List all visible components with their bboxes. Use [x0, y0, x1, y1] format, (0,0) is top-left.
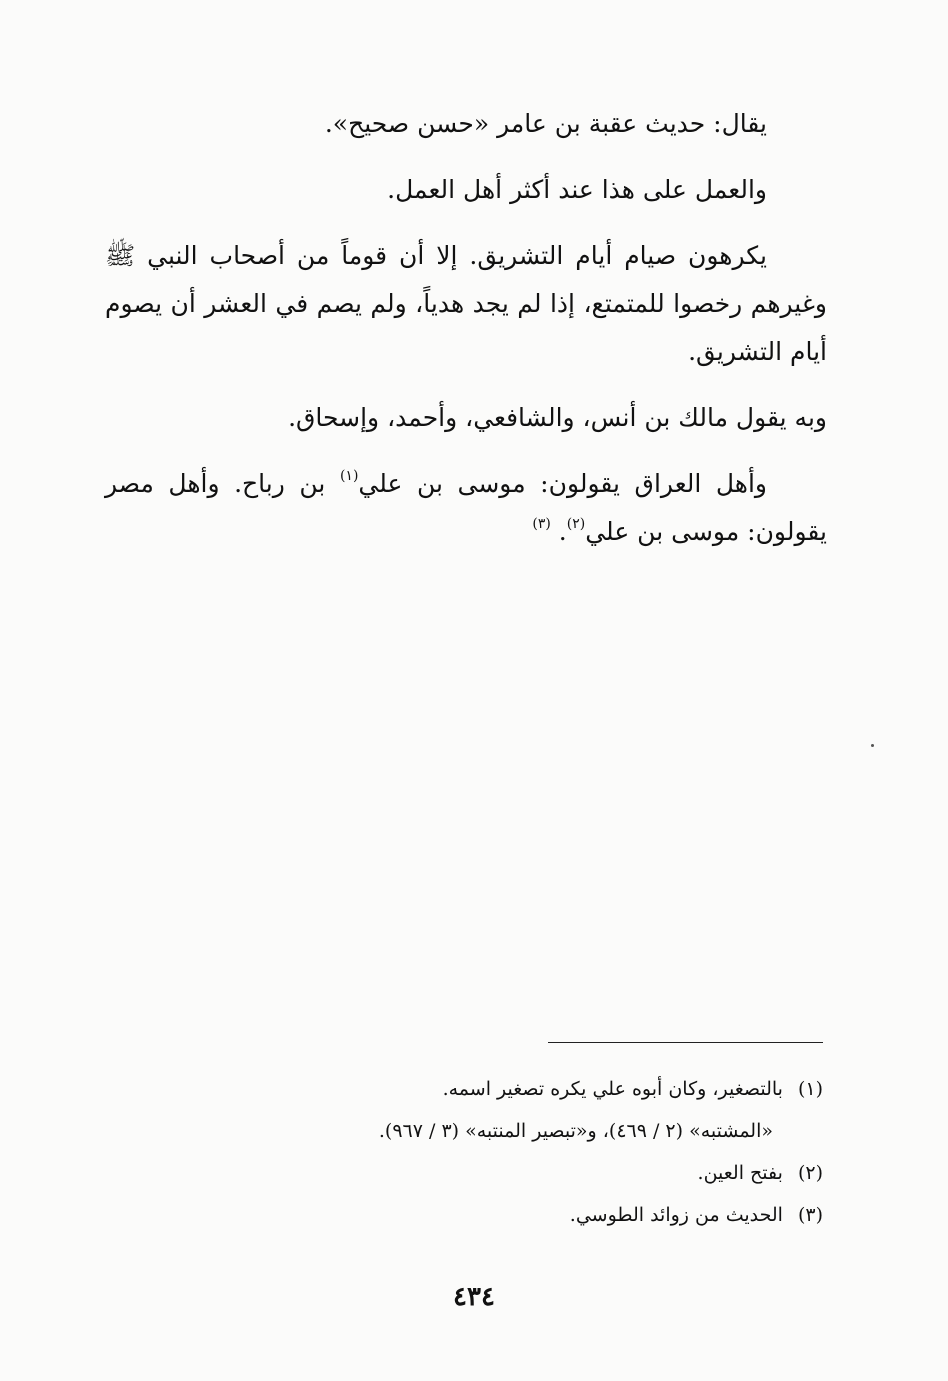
footnote-number: (٢) — [797, 1162, 823, 1184]
paragraph-5-part-1: وأهل العراق يقولون: موسى بن علي — [358, 469, 768, 498]
footnote-1-continuation: «المشتبه» (٢ / ٤٦٩)، و«تبصير المنتبه» (٣ / ٩٦٧). — [378, 1120, 773, 1142]
footnote-text: بفتح العين. — [697, 1162, 783, 1184]
footnote-1 — [150, 1068, 823, 1110]
paragraph-5-part-2: بن رباح. وأهل مصر يقولون: موسى بن علي — [105, 469, 827, 546]
page-number: ٤٣٤ — [453, 1282, 495, 1312]
footnote-divider — [548, 1042, 823, 1043]
paragraph-3: يكرهون صيام أيام التشريق. إلا أن قوماً من أصحاب النبي ﷺ وغيرهم رخصوا للمتمتع، إذا لم يجد هدياً، ولم يصم في العشر أن يصوم أيام التشريق. — [105, 241, 827, 366]
paragraph-1: يقال: حديث عقبة بن عامر «حسن صحيح». — [324, 109, 767, 138]
scan-speck — [871, 744, 874, 747]
footnote-2 — [150, 1152, 823, 1194]
footnote-text: الحديث من زوائد الطوسي. — [569, 1204, 783, 1226]
paragraph-5-part-3: . — [550, 517, 567, 546]
paragraph-5 — [105, 460, 827, 556]
footnote-ref-2: (٢) — [566, 516, 586, 532]
main-text — [105, 100, 827, 574]
paragraph-2: والعمل على هذا عند أكثر أهل العمل. — [387, 175, 767, 204]
paragraph-4: وبه يقول مالك بن أنس، والشافعي، وأحمد، وإسحاق. — [288, 403, 827, 432]
footnote-number: (٣) — [797, 1204, 823, 1226]
footnotes — [150, 1068, 823, 1236]
footnote-ref-3: (٣) — [532, 516, 551, 532]
footnote-number: (١) — [797, 1078, 823, 1100]
footnote-ref-1: (١) — [339, 468, 359, 484]
footnote-text: بالتصغير، وكان أبوه علي يكره تصغير اسمه. — [442, 1078, 783, 1100]
footnote-3 — [150, 1194, 823, 1236]
